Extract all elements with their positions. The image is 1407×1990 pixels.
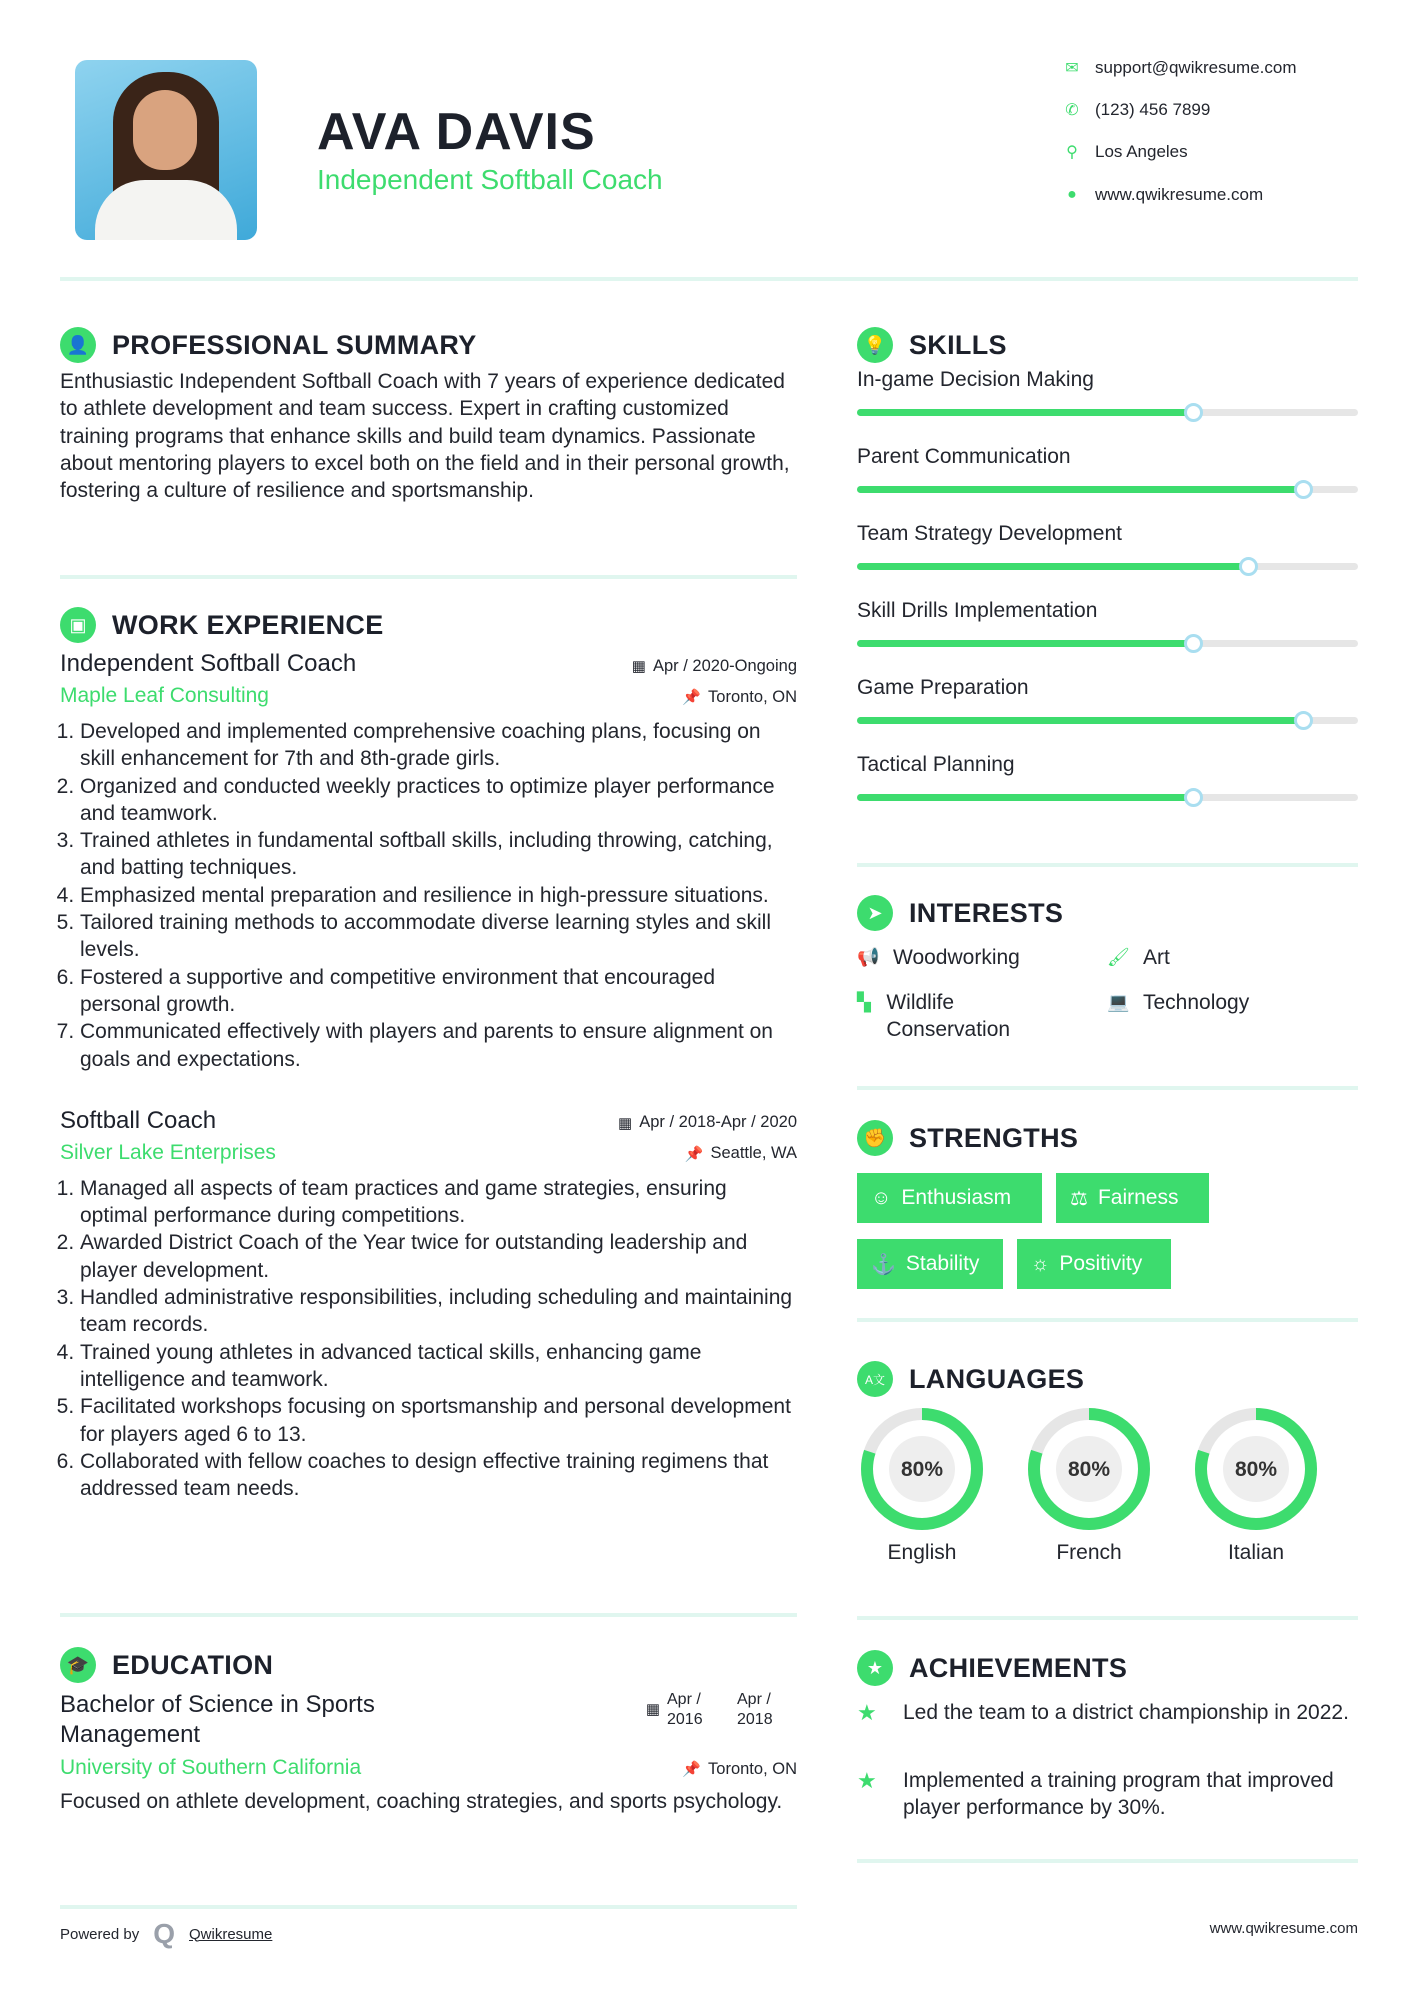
skill-bar-fill: [857, 563, 1248, 570]
language-percent: 80%: [1067, 1458, 1111, 1481]
anchor-icon: ⚓: [871, 1253, 896, 1276]
achievement-text: Led the team to a district championship in 2022.: [903, 1701, 1349, 1724]
section-divider: [857, 1086, 1358, 1090]
company-name: Silver Lake Enterprises: [60, 1140, 276, 1164]
education-description: Focused on athlete development, coaching strategies, and sports psychology.: [60, 1790, 783, 1813]
location-text: Los Angeles: [1095, 142, 1188, 161]
calendar-icon: ▦: [618, 1114, 633, 1132]
section-title: STRENGTHS: [909, 1122, 1079, 1153]
translate-icon: A文: [857, 1361, 893, 1397]
job-dates: Apr / 2018-Apr / 2020: [639, 1113, 797, 1132]
skill-bar-fill: [857, 640, 1193, 647]
briefcase-icon: ▣: [60, 607, 96, 643]
pushpin-icon: 📌: [682, 689, 702, 706]
language-name: Italian: [1227, 1541, 1285, 1564]
bullet-item: 2. Organized and conducted weekly practices to optimize player performance and teamwork.: [80, 773, 797, 828]
job-bullets: [60, 718, 797, 1073]
laptop-icon: 💻: [1107, 992, 1130, 1012]
strength-tag: [857, 1173, 1042, 1223]
smile-icon: ☺: [871, 1186, 892, 1209]
section-divider: [857, 863, 1358, 867]
bullet-item: 5. Facilitated workshops focusing on sportsmanship and personal development for players aged 6 to 13.: [80, 1393, 797, 1448]
job-title: Independent Softball Coach: [60, 650, 357, 677]
skill-label: Team Strategy Development: [857, 522, 1122, 545]
strength-label: Stability: [905, 1252, 980, 1275]
pushpin-icon: 📌: [682, 1761, 702, 1778]
skill-bar-fill: [857, 794, 1193, 801]
language-percent: 80%: [1234, 1458, 1278, 1481]
header-divider: [60, 277, 1358, 281]
footer-website[interactable]: www.qwikresume.com: [1209, 1920, 1358, 1937]
skill-bar: [857, 640, 1358, 647]
section-title: PROFESSIONAL SUMMARY: [112, 329, 477, 360]
skill-bar: [857, 486, 1358, 493]
skill-bar-knob: [1184, 788, 1203, 807]
skill-bar: [857, 794, 1358, 801]
achievements-section: [857, 1649, 1358, 1839]
section-title: EDUCATION: [112, 1649, 274, 1680]
footer-divider: [60, 1905, 797, 1909]
skill-item: [857, 366, 1358, 443]
language-item: [857, 1407, 987, 1565]
strength-label: Positivity: [1059, 1252, 1143, 1275]
skill-item: [857, 751, 1358, 828]
user-icon: 👤: [60, 327, 96, 363]
bullet-item: 4. Emphasized mental preparation and resilience in high-pressure situations.: [80, 882, 797, 909]
contact-location: [1060, 142, 1360, 162]
degree-title: Bachelor of Science in Sports Management: [60, 1691, 375, 1748]
powered-by-text: Powered by: [60, 1925, 140, 1943]
skills-section: [857, 326, 1358, 828]
skill-label: Tactical Planning: [857, 753, 1015, 776]
bullet-item: 6. Collaborated with fellow coaches to design effective training regimens that addressed team needs.: [80, 1448, 797, 1503]
scale-icon: ⚖: [1070, 1187, 1088, 1210]
bullet-item: 1. Developed and implemented comprehensive coaching plans, focusing on skill enhancement for 7th and 8th-grade girls.: [80, 718, 797, 773]
job-title: Softball Coach: [60, 1106, 217, 1134]
skill-label: Parent Communication: [857, 445, 1071, 468]
megaphone-icon: 📢: [857, 947, 880, 967]
language-donut: [1027, 1407, 1151, 1531]
edu-end: Apr / 2018: [737, 1691, 773, 1728]
section-divider: [857, 1318, 1358, 1322]
skill-label: In-game Decision Making: [857, 368, 1094, 391]
interest-item: [1107, 944, 1347, 971]
interest-label: Technology: [1143, 991, 1250, 1014]
pushpin-icon: 📌: [684, 1145, 704, 1163]
skill-bar-fill: [857, 717, 1303, 724]
bullet-item: 6. Fostered a supportive and competitive environment that encouraged personal growth.: [80, 964, 797, 1019]
language-name: French: [1056, 1541, 1122, 1564]
edu-location: Toronto, ON: [708, 1759, 797, 1778]
summary-text: Enthusiastic Independent Softball Coach with 7 years of experience dedicated to athlete development and team success. Expert in crafting customized training programs that enhance skills and build team dynamics. Passionate about mentoring players to excel both on the field and in their personal growth, fostering a culture of resilience and sportsmanship.: [60, 370, 790, 503]
language-percent: 80%: [900, 1458, 944, 1481]
achievement-item: [857, 1767, 1357, 1821]
contact-phone: [1060, 100, 1360, 120]
job-entry: [60, 1107, 797, 1503]
work-experience-section: [60, 606, 797, 1502]
section-divider: [857, 1859, 1358, 1863]
section-title: ACHIEVEMENTS: [909, 1652, 1128, 1683]
job-location: Toronto, ON: [708, 687, 797, 706]
skill-label: Game Preparation: [857, 676, 1029, 699]
interest-label: Woodworking: [893, 946, 1020, 969]
skill-bar-knob: [1294, 711, 1313, 730]
languages-section: [857, 1360, 1358, 1580]
bullet-item: 4. Trained young athletes in advanced tactical skills, enhancing game intelligence and teamwork.: [80, 1339, 797, 1394]
edu-start: Apr / 2016: [667, 1691, 703, 1728]
skill-bar: [857, 717, 1358, 724]
website-text: www.qwikresume.com: [1095, 185, 1264, 204]
professional-summary-section: [60, 326, 797, 504]
job-dates: Apr / 2020-Ongoing: [652, 656, 797, 675]
strength-tag: [857, 1239, 1003, 1289]
phone-text: (123) 456 7899: [1095, 100, 1211, 119]
bullet-item: 2. Awarded District Coach of the Year twice for outstanding leadership and player development.: [80, 1229, 797, 1284]
section-title: LANGUAGES: [909, 1363, 1085, 1394]
skill-bar: [857, 409, 1358, 416]
footer-powered: [60, 1918, 272, 1950]
skill-item: [857, 443, 1358, 520]
envelope-icon: ✉: [1065, 60, 1079, 77]
paintbrush-icon: 🖌: [1107, 947, 1130, 967]
achievement-item: [857, 1699, 1357, 1726]
bullet-item: 3. Trained athletes in fundamental softball skills, including throwing, catching, and batting techniques.: [80, 827, 797, 882]
email-text: support@qwikresume.com: [1095, 58, 1297, 77]
graduate-icon: 🎓: [60, 1647, 96, 1683]
candidate-name: AVA DAVIS: [317, 103, 596, 161]
section-title: WORK EXPERIENCE: [112, 609, 384, 640]
skill-item: [857, 597, 1358, 674]
skill-bar-knob: [1239, 557, 1258, 576]
contact-website: [1060, 185, 1360, 205]
bullet-item: 3. Handled administrative responsibilities, including scheduling and maintaining team records.: [80, 1284, 797, 1339]
calendar-icon: ▦: [645, 1701, 660, 1718]
qwikresume-link[interactable]: Qwikresume: [189, 1925, 273, 1943]
fist-icon: ✊: [857, 1120, 893, 1156]
qwikresume-logo-icon: Q: [153, 1918, 175, 1949]
language-donut: [860, 1407, 984, 1531]
skill-item: [857, 520, 1358, 597]
strength-label: Enthusiasm: [901, 1186, 1012, 1209]
achievement-text: Implemented a training program that improved player performance by 30%.: [903, 1769, 1334, 1819]
strength-tag: [1056, 1173, 1209, 1223]
section-divider: [60, 575, 797, 579]
section-title: INTERESTS: [909, 897, 1064, 928]
language-donut: [1194, 1407, 1318, 1531]
phone-icon: ✆: [1065, 102, 1079, 119]
language-item: [1024, 1407, 1154, 1565]
contact-email: [1060, 58, 1360, 78]
bullet-item: 1. Managed all aspects of team practices and game strategies, ensuring optimal performance during competitions.: [80, 1175, 797, 1230]
interests-section: [857, 894, 1358, 1054]
trophy-star-icon: ★: [857, 1700, 877, 1725]
interest-label: Wildlife Conservation: [886, 991, 1011, 1041]
map-icon: ▚: [857, 992, 871, 1012]
job-location: Seattle, WA: [710, 1144, 797, 1163]
bullet-item: 5. Tailored training methods to accommodate diverse learning styles and skill levels.: [80, 909, 797, 964]
bullet-item: 7. Communicated effectively with players and parents to ensure alignment on goals and expectations.: [80, 1018, 797, 1073]
interest-item: [857, 989, 1047, 1043]
job-bullets: [60, 1175, 797, 1503]
calendar-icon: ▦: [631, 658, 646, 675]
school-name: University of Southern California: [60, 1756, 362, 1779]
education-section: [60, 1646, 797, 1815]
language-name: English: [887, 1541, 957, 1564]
paper-plane-icon: ➤: [857, 895, 893, 931]
lightbulb-icon: 💡: [857, 327, 893, 363]
skill-bar-knob: [1184, 403, 1203, 422]
star-badge-icon: ★: [857, 1650, 893, 1686]
strength-tag: [1017, 1239, 1171, 1289]
interest-item: [1107, 989, 1347, 1016]
section-divider: [60, 1613, 797, 1617]
skill-bar-knob: [1294, 480, 1313, 499]
skill-label: Skill Drills Implementation: [857, 599, 1098, 622]
skill-bar-knob: [1184, 634, 1203, 653]
section-divider: [857, 1616, 1358, 1620]
skill-bar-fill: [857, 409, 1193, 416]
section-title: SKILLS: [909, 329, 1007, 360]
skill-bar: [857, 563, 1358, 570]
skill-item: [857, 674, 1358, 751]
interest-item: [857, 944, 1097, 971]
interest-label: Art: [1143, 946, 1170, 969]
globe-icon: ●: [1067, 186, 1077, 203]
trophy-star-icon: ★: [857, 1768, 877, 1793]
strengths-section: [857, 1119, 1358, 1299]
language-item: [1191, 1407, 1321, 1565]
location-pin-icon: ⚲: [1066, 144, 1078, 161]
sun-icon: ☼: [1031, 1252, 1050, 1275]
strength-label: Fairness: [1097, 1186, 1179, 1209]
job-entry: [60, 650, 797, 1073]
candidate-title: Independent Softball Coach: [317, 164, 663, 195]
company-name: Maple Leaf Consulting: [60, 684, 269, 707]
profile-photo: [75, 60, 257, 240]
skill-bar-fill: [857, 486, 1303, 493]
